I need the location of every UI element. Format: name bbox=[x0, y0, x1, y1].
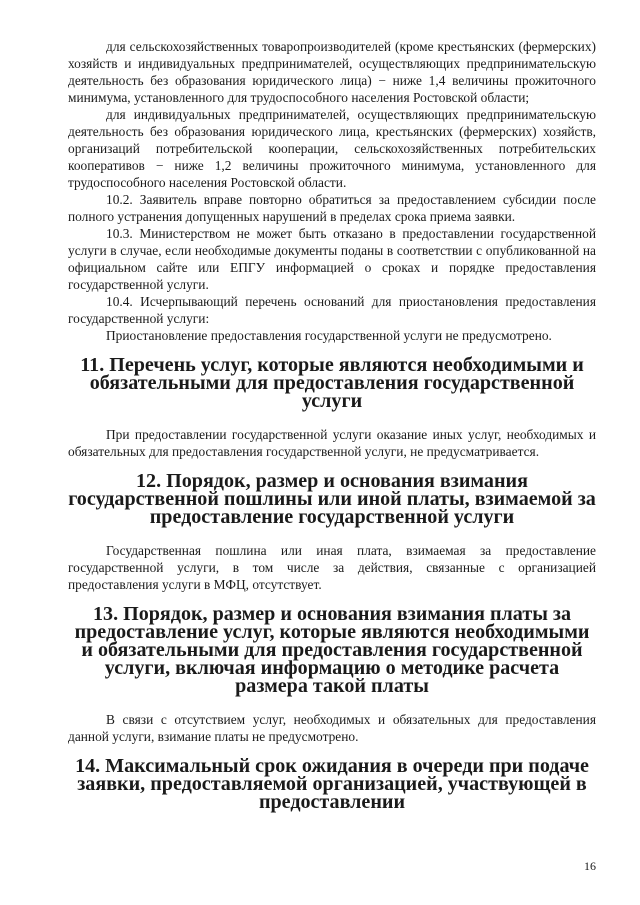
page-content bbox=[68, 38, 596, 811]
paragraph-criteria-individual: для индивидуальных предпринимателей, осуществляющих предпринимательскую деятельность без образования юридического лица, крестьянских (фермерских) хозяйств, организаций потребительской кооперации, сельскохозяйственных потребительских кооперативов − ниже 1,2 величины прожиточного минимума, установленного для трудоспособного населения Ростовской области. bbox=[68, 107, 596, 190]
section-12-title: 12. Порядок, размер и основания взимания государственной пошлины или иной платы, взимаемой за предоставление государственной услуги bbox=[68, 470, 596, 528]
paragraph-10-4: 10.4. Исчерпывающий перечень оснований для приостановления предоставления государственной услуги: bbox=[68, 294, 596, 326]
paragraph-10-2: 10.2. Заявитель вправе повторно обратиться за предоставлением субсидии после полного устранения допущенных нарушений в пределах срока приема заявки. bbox=[68, 192, 596, 224]
section-13-text: В связи с отсутствием услуг, необходимых и обязательных для предоставления данной услуги, взимание платы не предусмотрено. bbox=[68, 712, 596, 744]
paragraph-10-3: 10.3. Министерством не может быть отказано в предоставлении государственной услуги в случае, если необходимые документы поданы в соответствии с опубликованной на официальном сайте или ЕПГУ информацией о сроках и порядке предоставления государственной услуги. bbox=[68, 226, 596, 292]
section-11-title: 11. Перечень услуг, которые являются необходимыми и обязательными для предоставления государственной услуги bbox=[80, 354, 584, 412]
page-number: 16 bbox=[584, 859, 596, 873]
paragraph-suspension: Приостановление предоставления государственной услуги не предусмотрено. bbox=[106, 328, 552, 343]
paragraph-criteria-agricultural: для сельскохозяйственных товаропроизводителей (кроме крестьянских (фермерских) хозяйств и индивидуальных предпринимателей, осуществляющих предпринимательскую деятельность без образования юридического лица) − ниже 1,4 величины прожиточного минимума, установленного для трудоспособного населения Ростовской области; bbox=[68, 39, 596, 105]
section-11-text: При предоставлении государственной услуги оказание иных услуг, необходимых и обязательных для предоставления государственной услуги, не предусматривается. bbox=[68, 427, 596, 459]
section-12-text: Государственная пошлина или иная плата, взимаемая за предоставление государственной услуги, в том числе за действия, связанные с организацией предоставления услуги в МФЦ, отсутствует. bbox=[68, 543, 596, 592]
section-14-title: 14. Максимальный срок ожидания в очереди при подаче заявки, предоставляемой организацией, участвующей в предоставлении bbox=[75, 755, 589, 813]
section-13-title: 13. Порядок, размер и основания взимания платы за предоставление услуг, которые являются необходимыми и обязательными для предоставления государственной услуги, включая информацию о методике расчета размера такой платы bbox=[74, 603, 590, 697]
